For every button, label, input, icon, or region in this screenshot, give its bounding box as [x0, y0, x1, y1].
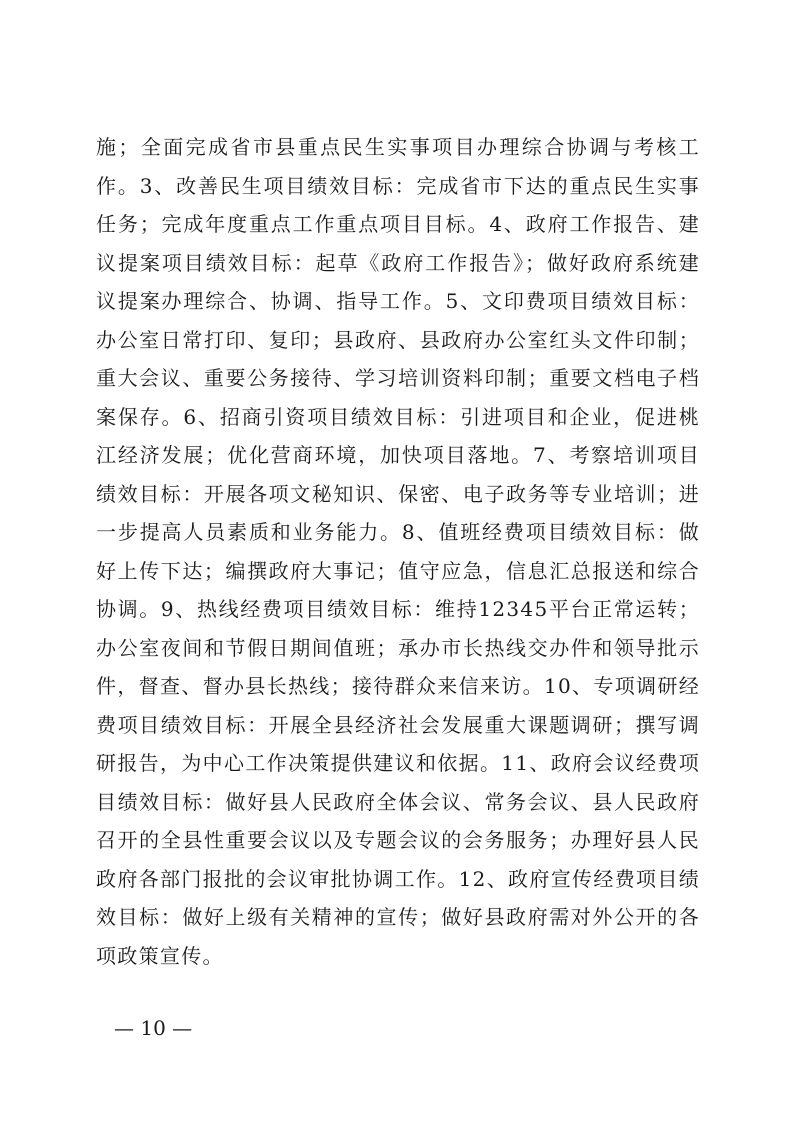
text-line: 好上传下达；编撰政府大事记；值守应急，信息汇总报送和综合 [96, 558, 700, 583]
text-line: 重大会议、重要公务接待、学习培训资料印制；重要文档电子档 [96, 366, 700, 390]
body-text [96, 128, 700, 975]
text-line: 施；全面完成省市县重点民生实事项目办理综合协调与考核工 [96, 135, 700, 159]
text-line: 江经济发展；优化营商环境，加快项目落地。7、考察培训项目 [96, 443, 700, 467]
text-line: 目绩效目标：做好县人民政府全体会议、常务会议、县人民政府 [96, 789, 700, 814]
text-line: 研报告，为中心工作决策提供建议和依据。11、政府会议经费项 [96, 751, 700, 775]
text-line: 协调。9、热线经费项目绩效目标：维持12345平台正常运转； [96, 597, 700, 621]
text-line: 案保存。6、招商引资项目绩效目标：引进项目和企业，促进桃 [96, 404, 700, 429]
text-line: 费项目绩效目标：开展全县经济社会发展重大课题调研；撰写调 [96, 712, 700, 737]
text-line: 效目标：做好上级有关精神的宣传；做好县政府需对外公开的各 [96, 905, 700, 929]
page-number: — 10 — [114, 1016, 193, 1040]
text-line: 一步提高人员素质和业务能力。8、值班经费项目绩效目标：做 [96, 520, 700, 544]
text-line: 办公室日常打印、复印；县政府、县政府办公室红头文件印制； [96, 327, 700, 352]
text-line: 召开的全县性重要会议以及专题会议的会务服务；办理好县人民 [96, 828, 700, 852]
text-line: 议提案办理综合、协调、指导工作。5、文印费项目绩效目标： [96, 289, 700, 313]
text-line: 绩效目标：开展各项文秘知识、保密、电子政务等专业培训；进 [96, 481, 700, 506]
text-line: 办公室夜间和节假日期间值班；承办市长热线交办件和领导批示 [96, 635, 700, 660]
text-line: 议提案项目绩效目标：起草《政府工作报告》；做好政府系统建 [96, 250, 700, 275]
text-line: 任务；完成年度重点工作重点项目目标。4、政府工作报告、建 [96, 212, 700, 236]
text-line: 件，督查、督办县长热线；接待群众来信来访。10、专项调研经 [96, 674, 700, 698]
text-line: 作。3、改善民生项目绩效目标：完成省市下达的重点民生实事 [96, 173, 700, 198]
text-line: 政府各部门报批的会议审批协调工作。12、政府宣传经费项目绩 [96, 866, 700, 891]
text-line: 项政策宣传。 [96, 943, 224, 968]
